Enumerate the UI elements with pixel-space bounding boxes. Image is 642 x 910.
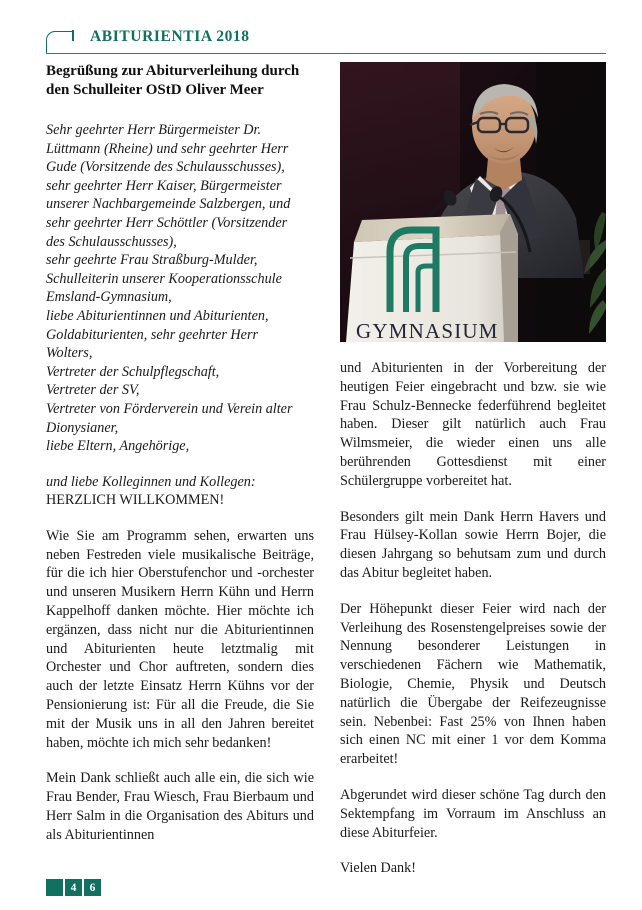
right-column xyxy=(340,62,606,878)
salutation-line: sehr geehrte Frau Straßburg-Mulder, xyxy=(46,252,258,269)
salutation-block xyxy=(46,121,314,456)
body-paragraph: Besonders gilt mein Dank Herrn Havers und Frau Hülsey-Kollan sowie Herrn Bojer, die diesen Jahrgang so behutsam zum und durch das Abitur begleitet haben. xyxy=(340,508,606,581)
salutation-line: Emsland-Gymnasium, xyxy=(46,289,172,306)
podium-wordmark: GYMNASIUM xyxy=(356,319,499,342)
salutation-line: Vertreter der Schulpflegschaft, xyxy=(46,363,220,380)
body-paragraph: und Abiturienten in der Vorbereitung der heutigen Feier eingebracht und bzw. sie wie Frau Schulz-Bennecke federführend begleitet haben. Dieser gilt natürlich auch Frau Wilmsmeier, die wieder einen uns alle berührenden Gottesdienst mit einer Schülergruppe vorbereitet hat. xyxy=(340,360,606,489)
body-paragraph: Abgerundet wird dieser schöne Tag durch den Sektempfang im Vorraum im Anschluss an diese Abiturfeier. xyxy=(340,786,606,841)
photo-text-gap xyxy=(340,342,606,359)
welcome-colleagues-line: und liebe Kolleginnen und Kollegen: xyxy=(46,473,256,490)
page-number: 6 xyxy=(84,879,101,896)
welcome-headline: HERZLICH WILLKOMMEN! xyxy=(46,492,225,509)
salutation-line: Lüttmann (Rheine) und sehr geehrter Herr xyxy=(46,140,289,157)
salutation-line: liebe Eltern, Angehörige, xyxy=(46,438,190,455)
body-paragraph: Mein Dank schließt auch alle ein, die sich wie Frau Bender, Frau Wiesch, Frau Bierbaum und Herr Salm in die Organisation des Abiturs und als Abiturientinnen xyxy=(46,770,314,843)
salutation-line: Vertreter der SV, xyxy=(46,382,140,399)
salutation-line: Goldabiturienten, sehr geehrter Herr xyxy=(46,326,258,343)
header-rule-divider xyxy=(46,53,606,54)
running-header xyxy=(46,28,606,58)
speaker-photo xyxy=(340,62,606,342)
salutation-line: Gude (Vorsitzende des Schulausschusses), xyxy=(46,159,285,176)
salutation-line: Sehr geehrter Herr Bürgermeister Dr. xyxy=(46,122,262,138)
salutation-line: liebe Abiturientinnen und Abiturienten, xyxy=(46,307,269,324)
body-paragraph: Vielen Dank! xyxy=(340,860,416,877)
salutation-line: des Schulausschusses), xyxy=(46,233,177,250)
footer-marker-block xyxy=(46,879,63,896)
article-title-line-1: Begrüßung zur Abiturverleihung durch xyxy=(46,63,300,79)
salutation-line: Schulleiterin unserer Kooperationsschule xyxy=(46,270,282,287)
salutation-line: Vertreter von Förderverein und Verein alter xyxy=(46,400,293,417)
article-title-line-2: den Schulleiter OStD Oliver Meer xyxy=(46,82,264,98)
bracket-logo-icon xyxy=(46,31,74,53)
article-title xyxy=(46,62,314,100)
body-paragraph: Wie Sie am Programm sehen, erwarten uns neben Festreden viele musikalische Beiträge, für die ich hier Oberstufenchor und -orchester und unseren Musikern Herrn Kühn und Herrn Kappelhoff danken möchte. Hier möchte ich ergänzen, dass nicht nur die Abiturientinnen und Abiturienten heute letztmalig mit Orchester und Chor auftreten, sondern dies auch der letzte Einsatz Herrn Kühns vor der Pensionierung ist: Für all die Freude, die Sie mit der Musik uns in all den Jahren bereitet haben, möchte ich mich sehr bedanken! xyxy=(46,527,314,751)
left-column xyxy=(46,62,314,845)
salutation-line: Dionysianer, xyxy=(46,419,119,436)
salutation-line: sehr geehrter Herr Kaiser, Bürgermeister xyxy=(46,177,282,194)
podium xyxy=(346,214,518,342)
welcome-block xyxy=(46,473,314,510)
page-footer xyxy=(46,879,101,896)
speaker-photo-illustration xyxy=(340,62,606,342)
salutation-line: sehr geehrter Herr Schöttler (Vorsitzender xyxy=(46,214,288,231)
running-header-title: ABITURIENTIA 2018 xyxy=(90,28,250,45)
salutation-line: unserer Nachbargemeinde Salzbergen, und xyxy=(46,196,291,213)
salutation-line: Wolters, xyxy=(46,345,93,362)
page-number: 4 xyxy=(65,879,82,896)
body-paragraph: Der Höhepunkt dieser Feier wird nach der Verleihung des Rosenstengelpreises sowie der Nennung besonderer Leistungen in verschiedenen Fächern wie Mathematik, Biologie, Chemie, Physik und Deutsch natürlich die Übergabe der Reifezeugnisse sein. Nebenbei: Fast 25% von Ihnen haben sich einen NC mit einer 1 vor dem Komma erarbeitet! xyxy=(340,600,606,768)
